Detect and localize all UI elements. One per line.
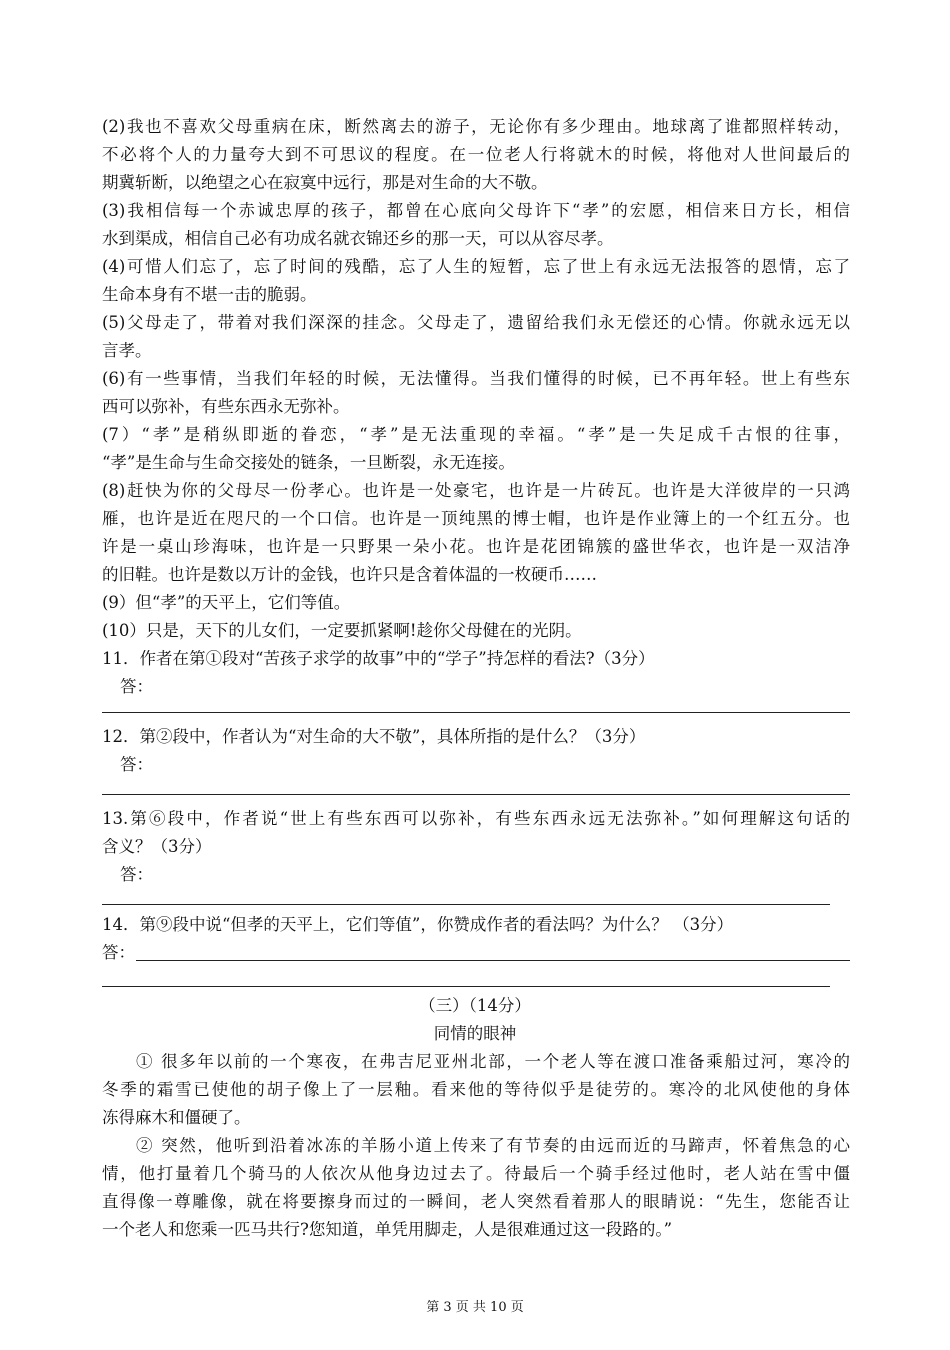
article-title: 同情的眼神 xyxy=(433,1024,517,1043)
paragraph-4-line: (4)可惜人们忘了，忘了时间的残酷，忘了人生的短暂，忘了世上有永远无法报答的恩情，忘了 xyxy=(102,257,850,276)
paragraph-4-line: 生命本身有不堪一击的脆弱。 xyxy=(102,285,317,304)
article-paragraph-1-line: 冻得麻木和僵硬了。 xyxy=(102,1108,251,1127)
paragraph-6-line: 西可以弥补，有些东西永无弥补。 xyxy=(102,397,350,416)
paragraph-3-line: 水到渠成，相信自己必有功成名就衣锦还乡的那一天，可以从容尽孝。 xyxy=(102,229,614,248)
question-14: 14．第⑨段中说“但孝的天平上，它们等值”，你赞成作者的看法吗？为什么？ （3分） xyxy=(102,915,734,934)
question-13-line: 含义？（3分） xyxy=(102,837,212,856)
paragraph-7-line: (7）“孝”是稍纵即逝的眷恋，“孝”是无法重现的幸福。“孝”是一失足成千古恨的往事， xyxy=(102,425,850,444)
question-12: 12．第②段中，作者认为“对生命的大不敬”，具体所指的是什么？（3分） xyxy=(102,727,646,746)
paragraph-2-line: 不必将个人的力量夸大到不可思议的程度。在一位老人行将就木的时候，将他对人世间最后的 xyxy=(102,145,850,164)
question-13-line: 13.第⑥段中，作者说“世上有些东西可以弥补，有些东西永远无法弥补。”如何理解这句话的 xyxy=(102,809,850,828)
paragraph-3-line: (3)我相信每一个赤诚忠厚的孩子，都曾在心底向父母许下“孝”的宏愿，相信来日方长，相信 xyxy=(102,201,850,220)
paragraph-5-line: (5)父母走了，带着对我们深深的挂念。父母走了，遗留给我们永无偿还的心情。你就永远无以 xyxy=(102,313,850,332)
answer-label: 答： xyxy=(102,943,135,962)
paragraph-8-line: (8)赶快为你的父母尽一份孝心。也许是一处豪宅，也许是一片砖瓦。也许是大洋彼岸的一只鸿 xyxy=(102,481,850,500)
page-number: 第 3 页 共 10 页 xyxy=(426,1300,524,1315)
paragraph-8-line: 的旧鞋。也许是数以万计的金钱，也许只是含着体温的一枚硬币…… xyxy=(102,565,597,584)
answer-label: 答： xyxy=(120,677,153,696)
article-paragraph-1-line: ① 很多年以前的一个寒夜，在弗吉尼亚州北部，一个老人等在渡口准备乘船过河，寒冷的 xyxy=(136,1052,850,1071)
article-paragraph-2-line: 直得像一尊雕像，就在将要擦身而过的一瞬间，老人突然看着那人的眼睛说：“先生，您能否让 xyxy=(102,1192,850,1211)
paragraph-8-line: 雁，也许是近在咫尺的一个口信。也许是一顶纯黑的博士帽，也许是作业簿上的一个红五分。也 xyxy=(102,509,850,528)
answer-line[interactable] xyxy=(136,960,850,961)
article-paragraph-2-line: ② 突然，他听到沿着冰冻的羊肠小道上传来了有节奏的由远而近的马蹄声，怀着焦急的心 xyxy=(136,1136,850,1155)
paragraph-5-line: 言孝。 xyxy=(102,341,152,360)
paragraph-2-line: (2)我也不喜欢父母重病在床，断然离去的游子，无论你有多少理由。地球离了谁都照样转动， xyxy=(102,117,850,136)
paragraph-10: (10）只是，天下的儿女们，一定要抓紧啊!趁你父母健在的光阴。 xyxy=(102,621,582,640)
article-paragraph-2-line: 情，他打量着几个骑马的人依次从他身边过去了。待最后一个骑手经过他时，老人站在雪中僵 xyxy=(102,1164,850,1183)
answer-label: 答： xyxy=(120,755,153,774)
answer-label: 答： xyxy=(120,865,153,884)
paragraph-8-line: 许是一桌山珍海味，也许是一只野果一朵小花。也许是花团锦簇的盛世华衣，也许是一双洁净 xyxy=(102,537,850,556)
paragraph-2-line: 期冀斩断，以绝望之心在寂寞中远行，那是对生命的大不敬。 xyxy=(102,173,548,192)
paragraph-6-line: (6)有一些事情，当我们年轻的时候，无法懂得。当我们懂得的时候，已不再年轻。世上有些东 xyxy=(102,369,850,388)
answer-line[interactable] xyxy=(102,986,830,987)
question-11: 11．作者在第①段对“苦孩子求学的故事”中的“学子”持怎样的看法?（3分） xyxy=(102,649,655,668)
section-heading: （三）（14分） xyxy=(419,996,531,1015)
article-paragraph-2-line: 一个老人和您乘一匹马共行?您知道，单凭用脚走，人是很难通过这一段路的。” xyxy=(102,1220,673,1239)
article-paragraph-1-line: 冬季的霜雪已使他的胡子像上了一层釉。看来他的等待似乎是徒劳的。寒冷的北风使他的身体 xyxy=(102,1080,850,1099)
answer-line[interactable] xyxy=(102,904,830,905)
answer-line[interactable] xyxy=(102,712,850,713)
paragraph-9: (9）但“孝”的天平上，它们等值。 xyxy=(102,593,351,612)
answer-line[interactable] xyxy=(102,794,850,795)
paragraph-7-line: “孝”是生命与生命交接处的链条，一旦断裂，永无连接。 xyxy=(102,453,515,472)
